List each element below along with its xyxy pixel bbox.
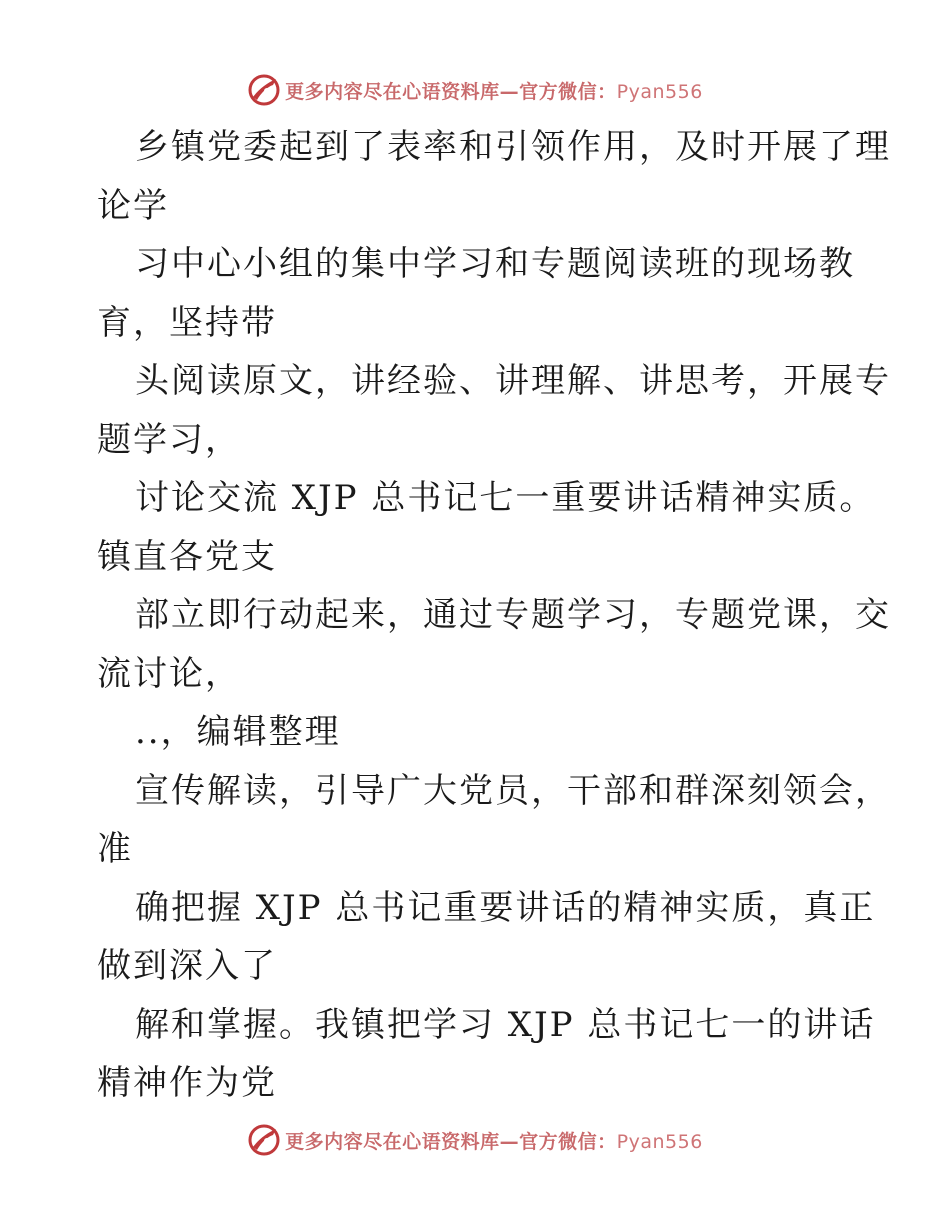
text-line: 做到深入了 — [97, 946, 277, 986]
text-line: 部立即行动起来，通过专题学习，专题党课，交 — [135, 595, 891, 635]
pen-logo-icon — [247, 1123, 281, 1157]
text-line: 乡镇党委起到了表率和引领作用，及时开展了理 — [135, 127, 891, 167]
document-body — [97, 118, 891, 1113]
text-line: 讨论交流 XJP 总书记七一重要讲话精神实质。 — [135, 478, 876, 518]
text-line: 论学 — [97, 185, 169, 226]
watermark-wechat-id: Pyan556 — [616, 80, 703, 103]
text-line: 头阅读原文，讲经验、讲理解、讲思考，开展专 — [135, 361, 891, 401]
text-line: 习中心小组的集中学习和专题阅读班的现场教 — [135, 244, 855, 284]
text-line: 宣传解读，引导广大党员，干部和群深刻领会， — [135, 770, 891, 811]
watermark-text — [285, 77, 703, 104]
text-line: 流讨论， — [97, 653, 241, 694]
text-line: 准 — [97, 829, 133, 869]
text-line: 精神作为党 — [97, 1063, 277, 1103]
text-line: 确把握 XJP 总书记重要讲话的精神实质，真正 — [135, 887, 876, 928]
watermark-wechat-id: Pyan556 — [616, 1130, 703, 1153]
text-line: 育，坚持带 — [97, 302, 277, 343]
text-line: 解和掌握。我镇把学习 XJP 总书记七一的讲话 — [135, 1004, 876, 1045]
text-line: 题学习， — [97, 419, 241, 460]
pen-logo-icon — [247, 73, 281, 107]
watermark-banner-bottom — [0, 1120, 950, 1160]
text-line: ..，编辑整理 — [135, 712, 341, 752]
watermark-site-text: 更多内容尽在心语资料库—官方微信： — [285, 1130, 617, 1153]
text-line: 镇直各党支 — [97, 536, 277, 577]
watermark-banner-top — [0, 70, 950, 110]
watermark-site-text: 更多内容尽在心语资料库—官方微信： — [285, 80, 617, 103]
watermark-text — [285, 1127, 703, 1154]
